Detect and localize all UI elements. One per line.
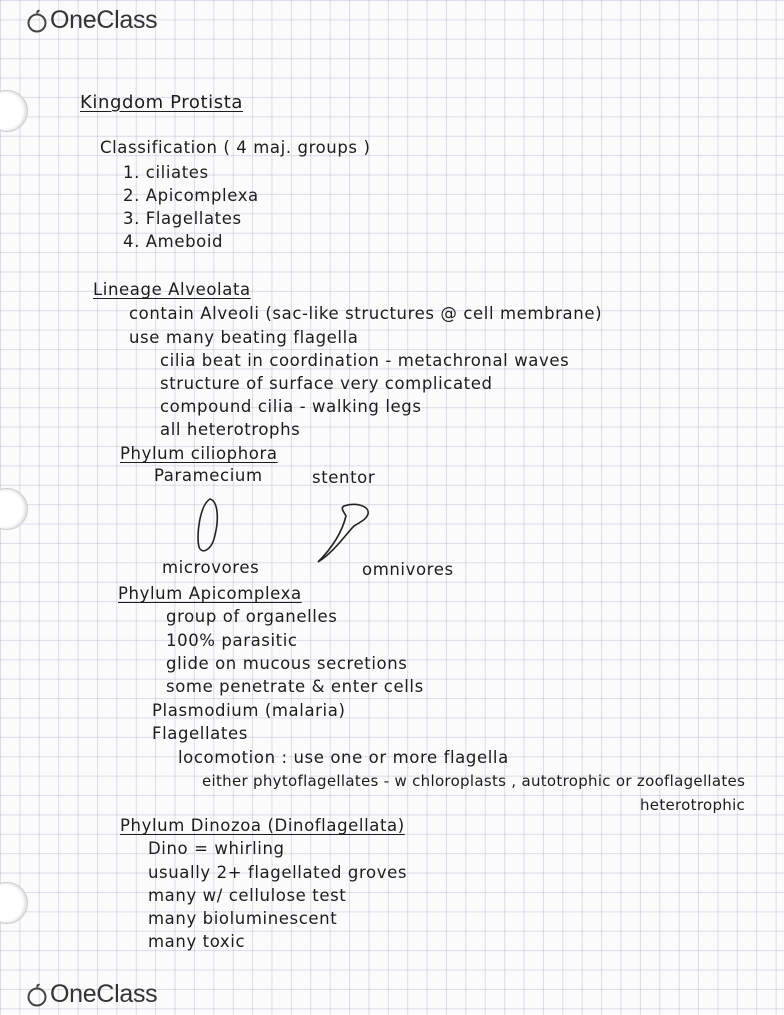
note-line: compound cilia - walking legs bbox=[160, 397, 422, 416]
note-line: contain Alveoli (sac-like structures @ cell membrane) bbox=[129, 304, 603, 323]
note-line: use many beating flagella bbox=[129, 328, 359, 347]
binder-hole bbox=[0, 488, 28, 530]
flagellates-line: Flagellates bbox=[152, 724, 248, 743]
binder-hole bbox=[0, 90, 28, 132]
oneclass-leaf-icon bbox=[26, 9, 48, 33]
oneclass-logo-top bbox=[26, 6, 157, 35]
ciliophora-heading: Phylum ciliophora bbox=[120, 444, 278, 463]
note-line: all heterotrophs bbox=[160, 420, 301, 439]
note-line: cilia beat in coordination - metachronal waves bbox=[160, 351, 570, 370]
heterotrophic-line: heterotrophic bbox=[640, 796, 746, 814]
classification-heading: Classification ( 4 maj. groups ) bbox=[100, 138, 371, 157]
list-item: 4. Ameboid bbox=[123, 232, 224, 251]
logo-text: OneClass bbox=[50, 980, 158, 1008]
note-line: usually 2+ flagellated groves bbox=[148, 863, 408, 882]
omnivores-label: omnivores bbox=[362, 560, 454, 579]
locomotion-line: locomotion : use one or more flagella bbox=[178, 748, 509, 767]
note-line: Dino = whirling bbox=[148, 839, 285, 858]
note-line: 100% parasitic bbox=[166, 631, 298, 650]
paramecium-label: Paramecium bbox=[154, 466, 263, 485]
note-line: many w/ cellulose test bbox=[148, 886, 347, 905]
binder-hole bbox=[0, 882, 28, 924]
stentor-label: stentor bbox=[312, 468, 376, 487]
note-line: structure of surface very complicated bbox=[160, 374, 493, 393]
page-title: Kingdom Protista bbox=[80, 92, 244, 113]
list-item: 1. ciliates bbox=[123, 163, 209, 182]
alveolata-heading: Lineage Alveolata bbox=[93, 280, 251, 299]
list-item: 3. Flagellates bbox=[123, 209, 242, 228]
dinozoa-heading: Phylum Dinozoa (Dinoflagellata) bbox=[120, 816, 405, 835]
logo-text: OneClass bbox=[50, 6, 158, 34]
note-line: many bioluminescent bbox=[148, 909, 338, 928]
either-line: either phytoflagellates - w chloroplasts , autotrophic or zooflagellates bbox=[202, 772, 746, 790]
plasmodium-line: Plasmodium (malaria) bbox=[152, 701, 346, 720]
note-line: group of organelles bbox=[166, 607, 338, 626]
note-line: glide on mucous secretions bbox=[166, 654, 408, 673]
microvores-label: microvores bbox=[162, 558, 260, 577]
note-line: some penetrate & enter cells bbox=[166, 677, 424, 696]
note-line: many toxic bbox=[148, 932, 246, 951]
stentor-drawing bbox=[310, 500, 376, 566]
paramecium-drawing bbox=[190, 495, 230, 557]
apicomplexa-heading: Phylum Apicomplexa bbox=[118, 584, 302, 603]
oneclass-logo-bottom bbox=[26, 980, 157, 1009]
list-item: 2. Apicomplexa bbox=[123, 186, 259, 205]
oneclass-leaf-icon bbox=[26, 983, 48, 1007]
